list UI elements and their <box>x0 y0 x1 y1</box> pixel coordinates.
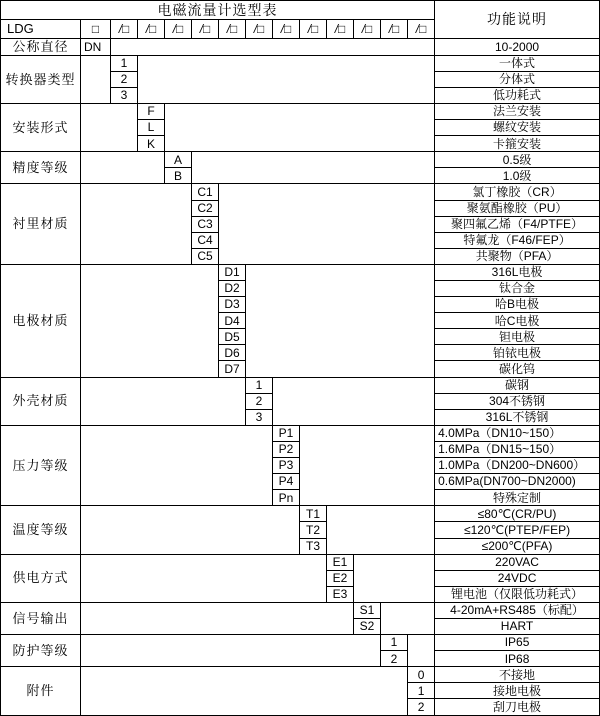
code-cell: 1 <box>408 683 435 699</box>
code-cell: L <box>138 120 165 136</box>
desc-cell: 钽电极 <box>435 329 600 345</box>
function-column-header: 功能说明 <box>435 1 600 39</box>
desc-cell: 碳钢 <box>435 377 600 393</box>
code-cell: D1 <box>219 264 246 280</box>
code-cell: S1 <box>354 602 381 618</box>
code-cell: DN <box>81 39 111 56</box>
category-label: 信号输出 <box>1 602 81 634</box>
code-cell: B <box>165 168 192 184</box>
code-cell: 1 <box>246 377 273 393</box>
model-box-slot: /□ <box>327 20 354 39</box>
spacer-left <box>81 506 300 554</box>
table-row <box>1 602 600 618</box>
desc-cell: 螺纹安装 <box>435 120 600 136</box>
table-row <box>1 103 600 119</box>
desc-cell: 聚四氟乙烯（F4/PTFE） <box>435 216 600 232</box>
code-cell: 3 <box>111 87 138 103</box>
desc-cell: 铂铱电极 <box>435 345 600 361</box>
model-box-base: □ <box>81 20 111 39</box>
desc-cell: 0.6MPa(DN700~DN2000) <box>435 474 600 490</box>
spacer-right <box>192 152 435 184</box>
code-cell: P2 <box>273 441 300 457</box>
spacer-left <box>81 55 111 103</box>
desc-cell: ≤200℃(PFA) <box>435 538 600 554</box>
model-box-slot: /□ <box>111 20 138 39</box>
code-cell: P3 <box>273 458 300 474</box>
category-label: 精度等级 <box>1 152 81 184</box>
desc-cell: 聚氨酯橡胶（PU） <box>435 200 600 216</box>
spacer-left <box>81 602 354 634</box>
spacer-right <box>408 635 435 667</box>
code-cell: S2 <box>354 618 381 634</box>
model-box-slot: /□ <box>219 20 246 39</box>
spacer-right <box>327 506 435 554</box>
spacer-right <box>273 377 435 425</box>
table-title: 电磁流量计选型表 <box>1 1 435 20</box>
table-row <box>1 377 600 393</box>
code-cell: E3 <box>327 586 354 602</box>
category-label: 防护等级 <box>1 635 81 667</box>
spacer-right <box>138 55 435 103</box>
desc-cell: 10-2000 <box>435 39 600 56</box>
desc-cell: 0.5级 <box>435 152 600 168</box>
model-box-slot: /□ <box>300 20 327 39</box>
code-cell: Pn <box>273 490 300 506</box>
model-box-slot: /□ <box>273 20 300 39</box>
code-cell: D2 <box>219 281 246 297</box>
code-cell: 2 <box>246 393 273 409</box>
code-cell: E1 <box>327 554 354 570</box>
code-cell: 1 <box>111 55 138 71</box>
model-box-slot: /□ <box>165 20 192 39</box>
table-row <box>1 152 600 168</box>
desc-cell: 哈C电极 <box>435 313 600 329</box>
desc-cell: 24VDC <box>435 570 600 586</box>
spacer-left <box>81 152 165 184</box>
spacer-right <box>381 602 435 634</box>
code-cell: P1 <box>273 425 300 441</box>
table-row <box>1 184 600 200</box>
desc-cell: 卡箍安装 <box>435 136 600 152</box>
desc-cell: 220VAC <box>435 554 600 570</box>
code-cell: 1 <box>381 635 408 651</box>
spacer-right <box>246 264 435 377</box>
code-cell: C3 <box>192 216 219 232</box>
desc-cell: 哈B电极 <box>435 297 600 313</box>
desc-cell: 4.0MPa（DN10~150） <box>435 425 600 441</box>
code-cell: E2 <box>327 570 354 586</box>
spacer-left <box>81 635 381 667</box>
model-box-slot: /□ <box>381 20 408 39</box>
category-label: 外壳材质 <box>1 377 81 425</box>
table-row <box>1 425 600 441</box>
spacer-right <box>354 554 435 602</box>
category-label: 附件 <box>1 667 81 716</box>
desc-cell: 一体式 <box>435 55 600 71</box>
category-label: 压力等级 <box>1 425 81 505</box>
desc-cell: 4-20mA+RS485（标配） <box>435 602 600 618</box>
code-cell: D7 <box>219 361 246 377</box>
table-row <box>1 55 600 71</box>
spacer-right <box>219 184 435 264</box>
code-cell: 0 <box>408 667 435 683</box>
model-box-slot: /□ <box>192 20 219 39</box>
spacer-left <box>81 184 192 264</box>
code-cell: T1 <box>300 506 327 522</box>
desc-cell: 316L不锈钢 <box>435 409 600 425</box>
spacer-left <box>81 554 327 602</box>
desc-cell: 法兰安装 <box>435 103 600 119</box>
model-box-slot: /□ <box>138 20 165 39</box>
desc-cell: HART <box>435 618 600 634</box>
model-box-slot: /□ <box>246 20 273 39</box>
code-cell: C5 <box>192 248 219 264</box>
spacer-right <box>111 39 435 56</box>
desc-cell: 304不锈钢 <box>435 393 600 409</box>
selection-body <box>1 39 600 716</box>
desc-cell: 钛合金 <box>435 281 600 297</box>
category-label: 电极材质 <box>1 264 81 377</box>
desc-cell: IP65 <box>435 635 600 651</box>
spacer-left <box>81 264 219 377</box>
code-cell: C1 <box>192 184 219 200</box>
category-label: 公称直径 <box>1 39 81 56</box>
model-box-slot: /□ <box>354 20 381 39</box>
desc-cell: 1.0级 <box>435 168 600 184</box>
desc-cell: 锂电池（仅限低功耗式） <box>435 586 600 602</box>
desc-cell: 分体式 <box>435 71 600 87</box>
code-cell: D6 <box>219 345 246 361</box>
spacer-right <box>300 425 435 505</box>
code-cell: D4 <box>219 313 246 329</box>
spacer-left <box>81 377 246 425</box>
code-cell: 2 <box>381 651 408 667</box>
code-cell: K <box>138 136 165 152</box>
code-cell: D5 <box>219 329 246 345</box>
code-cell: C2 <box>192 200 219 216</box>
category-label: 供电方式 <box>1 554 81 602</box>
table-row <box>1 264 600 280</box>
table-row <box>1 635 600 651</box>
spacer-left <box>81 103 138 151</box>
desc-cell: 碳化钨 <box>435 361 600 377</box>
desc-cell: ≤80℃(CR/PU) <box>435 506 600 522</box>
code-cell: T2 <box>300 522 327 538</box>
desc-cell: 316L电极 <box>435 264 600 280</box>
model-prefix: LDG <box>1 20 81 39</box>
desc-cell: 刮刀电极 <box>435 699 600 716</box>
code-cell: C4 <box>192 232 219 248</box>
code-cell: T3 <box>300 538 327 554</box>
code-cell: P4 <box>273 474 300 490</box>
header-row <box>1 1 600 20</box>
desc-cell: 不接地 <box>435 667 600 683</box>
category-label: 温度等级 <box>1 506 81 554</box>
model-box-slot: /□ <box>408 20 435 39</box>
desc-cell: 低功耗式 <box>435 87 600 103</box>
spacer-right <box>165 103 435 151</box>
desc-cell: 1.0MPa（DN200~DN600） <box>435 458 600 474</box>
category-label: 衬里材质 <box>1 184 81 264</box>
desc-cell: 氯丁橡胶（CR） <box>435 184 600 200</box>
desc-cell: ≤120℃(PTEP/FEP) <box>435 522 600 538</box>
desc-cell: 特氟龙（F46/FEP） <box>435 232 600 248</box>
desc-cell: IP68 <box>435 651 600 667</box>
table-row <box>1 39 600 56</box>
desc-cell: 接地电极 <box>435 683 600 699</box>
table-row <box>1 667 600 683</box>
category-label: 转换器类型 <box>1 55 81 103</box>
code-cell: A <box>165 152 192 168</box>
category-label: 安装形式 <box>1 103 81 151</box>
code-cell: 2 <box>408 699 435 716</box>
desc-cell: 1.6MPa（DN15~150） <box>435 441 600 457</box>
code-cell: 2 <box>111 71 138 87</box>
code-cell: 3 <box>246 409 273 425</box>
spacer-left <box>81 667 408 716</box>
spacer-left <box>81 425 273 505</box>
table-row <box>1 506 600 522</box>
table-row <box>1 554 600 570</box>
desc-cell: 特殊定制 <box>435 490 600 506</box>
code-cell: F <box>138 103 165 119</box>
desc-cell: 共聚物（PFA） <box>435 248 600 264</box>
code-cell: D3 <box>219 297 246 313</box>
